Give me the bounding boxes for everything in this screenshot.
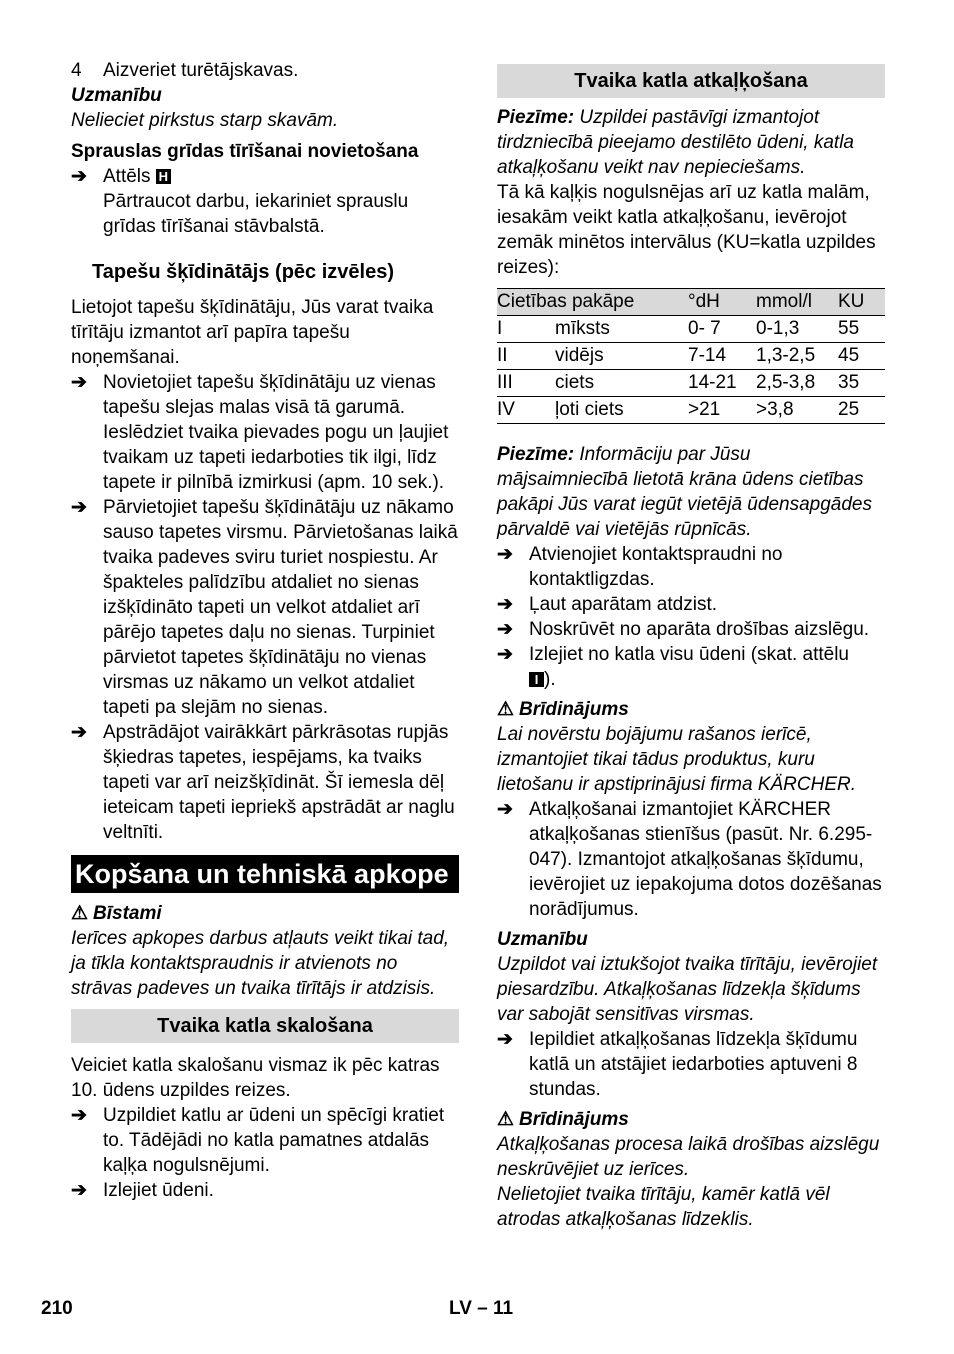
table-cell: 25 [838, 397, 885, 424]
warning-icon: ⚠ [497, 699, 515, 720]
arrow-icon: ➔ [497, 799, 513, 820]
bullet-text: Ļaut aparātam atdzist. [529, 594, 717, 615]
warning-icon: ⚠ [71, 903, 89, 924]
arrow-icon: ➔ [71, 1105, 87, 1126]
table-cell: 0- 7 [688, 316, 756, 343]
arrow-icon: ➔ [71, 372, 87, 393]
descale-intro: Tā kā kaļķis nogulsnējas arī uz katla malām, iesakām veikt katla atkaļķošanu, ievērojot zemāk minētos intervālus (KU=katla uzpildes reizes): [497, 182, 876, 278]
bullet-text: Atvienojiet kontaktspraudni no kontaktligzdas. [529, 544, 783, 590]
note-label: Piezīme: [497, 444, 575, 465]
arrow-icon: ➔ [71, 1180, 87, 1201]
wallpaper-bullet [71, 495, 459, 720]
table-row [497, 397, 885, 424]
table-cell: IV [497, 397, 555, 424]
step-number: 4 [71, 60, 82, 81]
table-row [497, 316, 885, 343]
note-label: Piezīme: [497, 107, 575, 128]
warning-text: Lai novērstu bojājumu rašanos ierīcē, izmantojiet tikai tādus produktus, kuru lietošanu ir apstiprinājusi firma KÄRCHER. [497, 724, 857, 795]
wallpaper-intro: Lietojot tapešu šķīdinātāju, Jūs varat tvaika tīrītāju izmantot arī papīra tapešu noņemšanai. [71, 297, 434, 368]
table-cell: 1,3-2,5 [756, 343, 838, 370]
descale-bullet [497, 542, 885, 592]
descale-bullet [497, 1027, 885, 1102]
wallpaper-bullet [71, 720, 459, 845]
care-section-heading: Kopšana un tehniskā apkope [71, 855, 459, 893]
bullet-text-end: ). [544, 669, 556, 690]
danger-text: Ierīces apkopes darbus atļauts veikt tikai tad, ja tīkla kontaktspraudnis ir atvienots no strāvas padeves un tvaika tīrītājs ir atdzisis. [71, 928, 450, 999]
warning-title: Brīdinājums [519, 699, 629, 720]
nozzle-text: Pārtraucot darbu, iekariniet sprauslu grīdas tīrīšanai stāvbalstā. [103, 191, 409, 237]
arrow-icon: ➔ [497, 544, 513, 565]
descale-heading: Tvaika katla atkaļķošana [497, 64, 885, 98]
nozzle-heading: Sprauslas grīdas tīrīšanai novietošana [71, 141, 419, 162]
table-cell: vidējs [555, 343, 688, 370]
table-cell: 45 [838, 343, 885, 370]
nozzle-figure-ref [71, 164, 459, 189]
step-text: Aizveriet turētājskavas. [103, 60, 299, 81]
arrow-icon: ➔ [497, 594, 513, 615]
wallpaper-bullet [71, 370, 459, 495]
figure-h-icon: H [156, 169, 171, 184]
table-cell: >3,8 [756, 397, 838, 424]
caution-title: Uzmanību [71, 85, 162, 106]
bullet-text: Uzpildiet katlu ar ūdeni un spēcīgi kratiet to. Tādējādi no katla pamatnes atdalās kaļķa nogulsnējumi. [103, 1105, 445, 1176]
table-row [497, 343, 885, 370]
right-column [497, 64, 885, 1232]
descale-bullet [497, 642, 885, 692]
wallpaper-heading: Tapešu šķīdinātājs (pēc izvēles) [92, 261, 394, 283]
bullet-text: Izlejiet no katla visu ūdeni (skat. attēlu [529, 644, 850, 665]
arrow-icon: ➔ [497, 644, 513, 665]
table-cell: III [497, 370, 555, 397]
warning-title: Brīdinājums [519, 1109, 629, 1130]
header-dh: °dH [688, 289, 756, 316]
descale-bullet [497, 617, 885, 642]
caution-text: Uzpildot vai iztukšojot tvaika tīrītāju, ievērojiet piesardzību. Atkaļķošanas līdzekļa šķīdums var sabojāt sensitīvas virsmas. [497, 954, 878, 1025]
section-footer [449, 1298, 513, 1320]
table-cell: 7-14 [688, 343, 756, 370]
header-hardness: Cietības pakāpe [497, 289, 688, 316]
warning-icon: ⚠ [497, 1109, 515, 1130]
caution-text: Nelieciet pirkstus starp skavām. [71, 110, 339, 131]
rinse-bullet [71, 1103, 459, 1178]
header-mmol: mmol/l [756, 289, 838, 316]
note-text: Informāciju par Jūsu mājsaimniecībā lietotā krāna ūdens cietības pakāpi Jūs varat iegūt vietējā ūdensapgādes pārvaldē vai vietējās rūpnīcās. [497, 444, 872, 540]
note-text: Uzpildei pastāvīgi izmantojot tirdzniecībā pieejamo destilēto ūdeni, katla atkaļķošanu veikt nav nepieciešams. [497, 107, 854, 178]
table-header-row [497, 289, 885, 316]
figure-label: Attēls [103, 166, 151, 187]
table-cell: 35 [838, 370, 885, 397]
descale-bullet [497, 592, 885, 617]
bullet-text: Iepildiet atkaļķošanas līdzekļa šķīdumu katlā un atstājiet iedarboties aptuveni 8 stundas. [529, 1029, 858, 1100]
table-cell: II [497, 343, 555, 370]
arrow-icon: ➔ [497, 1029, 513, 1050]
hardness-table [497, 288, 885, 424]
bullet-text: Noskrūvēt no aparāta drošības aizslēgu. [529, 619, 870, 640]
table-cell: 55 [838, 316, 885, 343]
warning-text: Atkaļķošanas procesa laikā drošības aizslēgu neskrūvējiet uz ierīces. [497, 1134, 880, 1180]
bullet-text: Novietojiet tapešu šķīdinātāju uz vienas tapešu slejas malas visā tā garumā. Ieslēdziet tvaika pievades pogu un ļaujiet tvaikam uz tapeti iedarboties tik ilgi, līdz tapete ir pilnībā izmirkusi (apm. 10 sek.). [103, 372, 449, 493]
figure-i-icon: I [529, 672, 544, 687]
section-code: LV [449, 1298, 472, 1319]
rinse-heading: Tvaika katla skalošana [71, 1009, 459, 1043]
arrow-icon: ➔ [71, 497, 87, 518]
table-cell: 2,5-3,8 [756, 370, 838, 397]
table-cell: 0-1,3 [756, 316, 838, 343]
bullet-text: Izlejiet ūdeni. [103, 1180, 214, 1201]
bullet-text: Apstrādājot vairākkārt pārkrāsotas rupjās šķiedras tapetes, iespējams, ka tvaiks tapeti var arī neizšķīdināt. Šī iemesla dēļ ieteicam tapeti iepriekš apstrādāt ar naglu veltnīti. [103, 722, 455, 843]
section-page: – 11 [477, 1298, 514, 1319]
rinse-intro: Veiciet katla skalošanu vismaz ik pēc katras 10. ūdens uzpildes reizes. [71, 1055, 440, 1101]
bullet-text: Pārvietojiet tapešu šķīdinātāju uz nākamo sauso tapetes virsmu. Pārvietošanas laikā tvaika padeves sviru turiet nospiestu. Ar špakteles palīdzību atdaliet no sienas izšķīdināto tapeti un velkot atdaliet arī pārējo tapetes daļu no sienas. Turpiniet pārvietot tapetes šķīdinātāju no vienas virsmas uz nākamo un velkot atdaliet tapeti pa slejām no sienas. [103, 497, 458, 718]
arrow-icon: ➔ [71, 166, 87, 187]
table-cell: ciets [555, 370, 688, 397]
step-4 [71, 58, 459, 83]
header-ku: KU [838, 289, 885, 316]
table-cell: >21 [688, 397, 756, 424]
arrow-icon: ➔ [71, 722, 87, 743]
danger-title: Bīstami [93, 903, 162, 924]
warning-text: Nelietojiet tvaika tīrītāju, kamēr katlā vēl atrodas atkaļķošanas līdzeklis. [497, 1184, 830, 1230]
page-number: 210 [41, 1298, 73, 1319]
table-cell: I [497, 316, 555, 343]
caution-title: Uzmanību [497, 929, 588, 950]
bullet-text: Atkaļķošanai izmantojiet KÄRCHER atkaļķošanas stienīšus (pasūt. Nr. 6.295-047). Izmantojot atkaļķošanas šķīdumu, ievērojiet uz iepakojuma dotos dozēšanas norādījumus. [529, 799, 882, 920]
arrow-icon: ➔ [497, 619, 513, 640]
rinse-bullet [71, 1178, 459, 1203]
table-row [497, 370, 885, 397]
left-column [71, 58, 459, 1203]
descale-bullet [497, 797, 885, 922]
table-cell: 14-21 [688, 370, 756, 397]
table-cell: mīksts [555, 316, 688, 343]
table-cell: ļoti ciets [555, 397, 688, 424]
